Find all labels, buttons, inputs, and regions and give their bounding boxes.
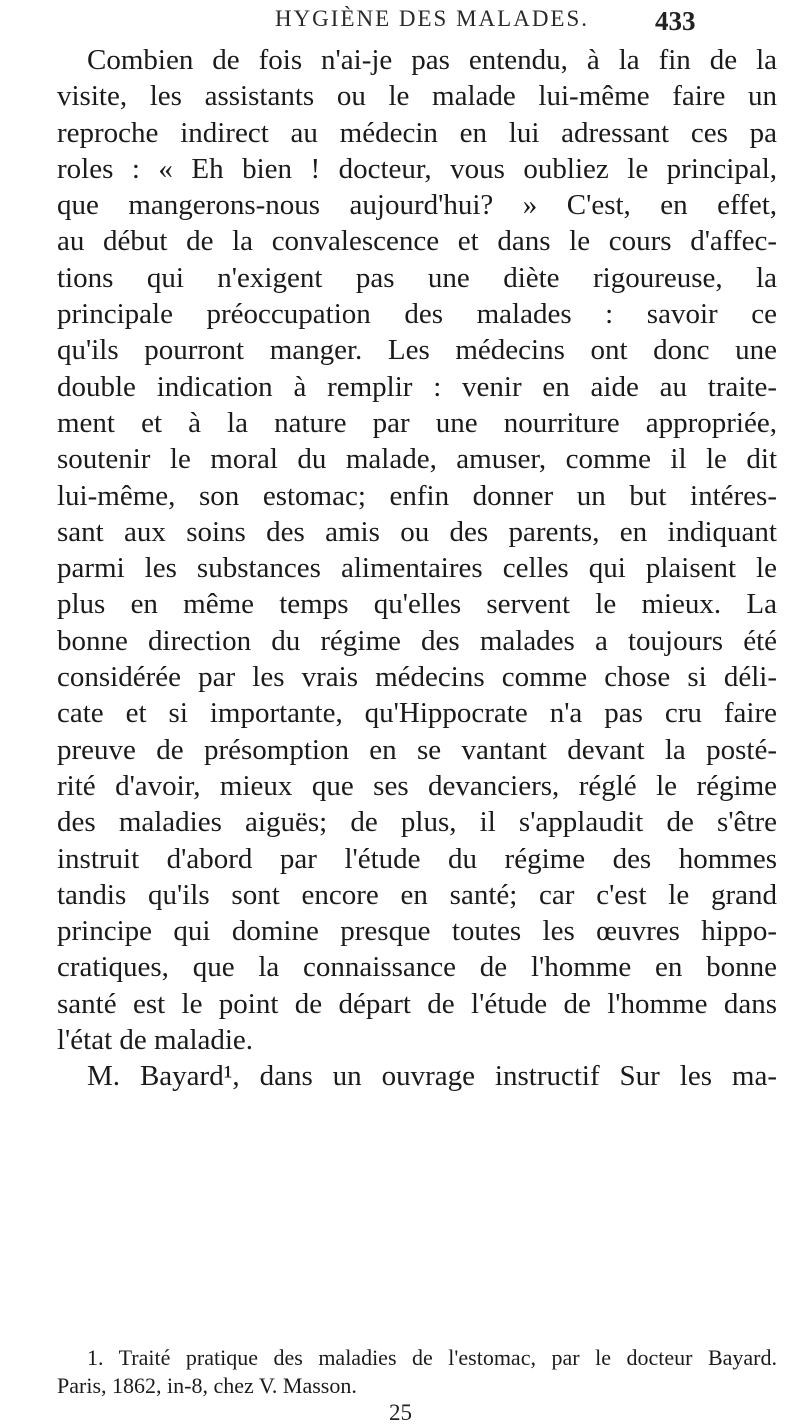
signature-mark: 25 bbox=[389, 1400, 412, 1425]
footnote-line: Paris, 1862, in-8, chez V. Masson. bbox=[57, 1373, 357, 1398]
text-line: double indication à remplir : venir en aide au traite- bbox=[57, 370, 777, 403]
text-line: l'état de maladie. bbox=[57, 1024, 254, 1057]
text-line: preuve de présomption en se vantant devant la posté- bbox=[57, 733, 777, 766]
text-line: principale préoccupation des malades : savoir ce bbox=[57, 298, 777, 331]
body-text bbox=[57, 42, 777, 1095]
text-line: des maladies aiguës; de plus, il s'applaudit de s'être bbox=[57, 806, 777, 839]
text-line: M. Bayard¹, dans un ouvrage instructif Sur les ma- bbox=[87, 1060, 777, 1093]
text-line: reproche indirect au médecin en lui adressant ces pa bbox=[57, 116, 777, 149]
text-line: Combien de fois n'ai-je pas entendu, à la fin de la bbox=[87, 44, 777, 76]
text-line: considérée par les vrais médecins comme chose si déli- bbox=[57, 661, 777, 694]
footnotes bbox=[57, 1344, 777, 1400]
text-line: que mangerons-nous aujourd'hui? » C'est, en effet, bbox=[57, 189, 777, 222]
text-line: cate et si importante, qu'Hippocrate n'a pas cru faire bbox=[57, 697, 777, 730]
text-line: rité d'avoir, mieux que ses devanciers, réglé le régime bbox=[57, 769, 777, 802]
text-line: parmi les substances alimentaires celles qui plaisent le bbox=[57, 552, 777, 585]
text-line: tandis qu'ils sont encore en santé; car c'est le grand bbox=[57, 878, 777, 911]
text-line: roles : « Eh bien ! docteur, vous oubliez le principal, bbox=[57, 152, 777, 185]
text-line: qu'ils pourront manger. Les médecins ont donc une bbox=[57, 334, 777, 367]
footnote-line: 1. Traité pratique des maladies de l'estomac, par le docteur Bayard. bbox=[87, 1345, 777, 1370]
text-line: plus en même temps qu'elles servent le mieux. La bbox=[57, 588, 777, 621]
text-line: instruit d'abord par l'étude du régime des hommes bbox=[57, 842, 777, 875]
text-line: soutenir le moral du malade, amuser, comme il le dit bbox=[57, 443, 777, 476]
text-line: cratiques, que la connaissance de l'homme en bonne bbox=[57, 951, 777, 984]
text-line: santé est le point de départ de l'étude de l'homme dans bbox=[57, 987, 777, 1020]
page-number: 433 bbox=[655, 6, 696, 36]
text-line: visite, les assistants ou le malade lui-même faire un bbox=[57, 80, 777, 113]
running-head bbox=[0, 6, 801, 36]
text-line: au début de la convalescence et dans le cours d'affec- bbox=[57, 225, 777, 258]
running-title: HYGIÈNE DES MALADES. bbox=[274, 6, 590, 31]
text-line: principe qui domine presque toutes les œuvres hippo- bbox=[57, 915, 777, 948]
text-line: sant aux soins des amis ou des parents, en indiquant bbox=[57, 515, 777, 548]
text-line: tions qui n'exigent pas une diète rigoureuse, la bbox=[57, 261, 777, 294]
text-line: bonne direction du régime des malades a toujours été bbox=[57, 624, 777, 657]
text-line: lui-même, son estomac; enfin donner un but intéres- bbox=[57, 479, 777, 512]
text-line: ment et à la nature par une nourriture appropriée, bbox=[57, 406, 777, 439]
